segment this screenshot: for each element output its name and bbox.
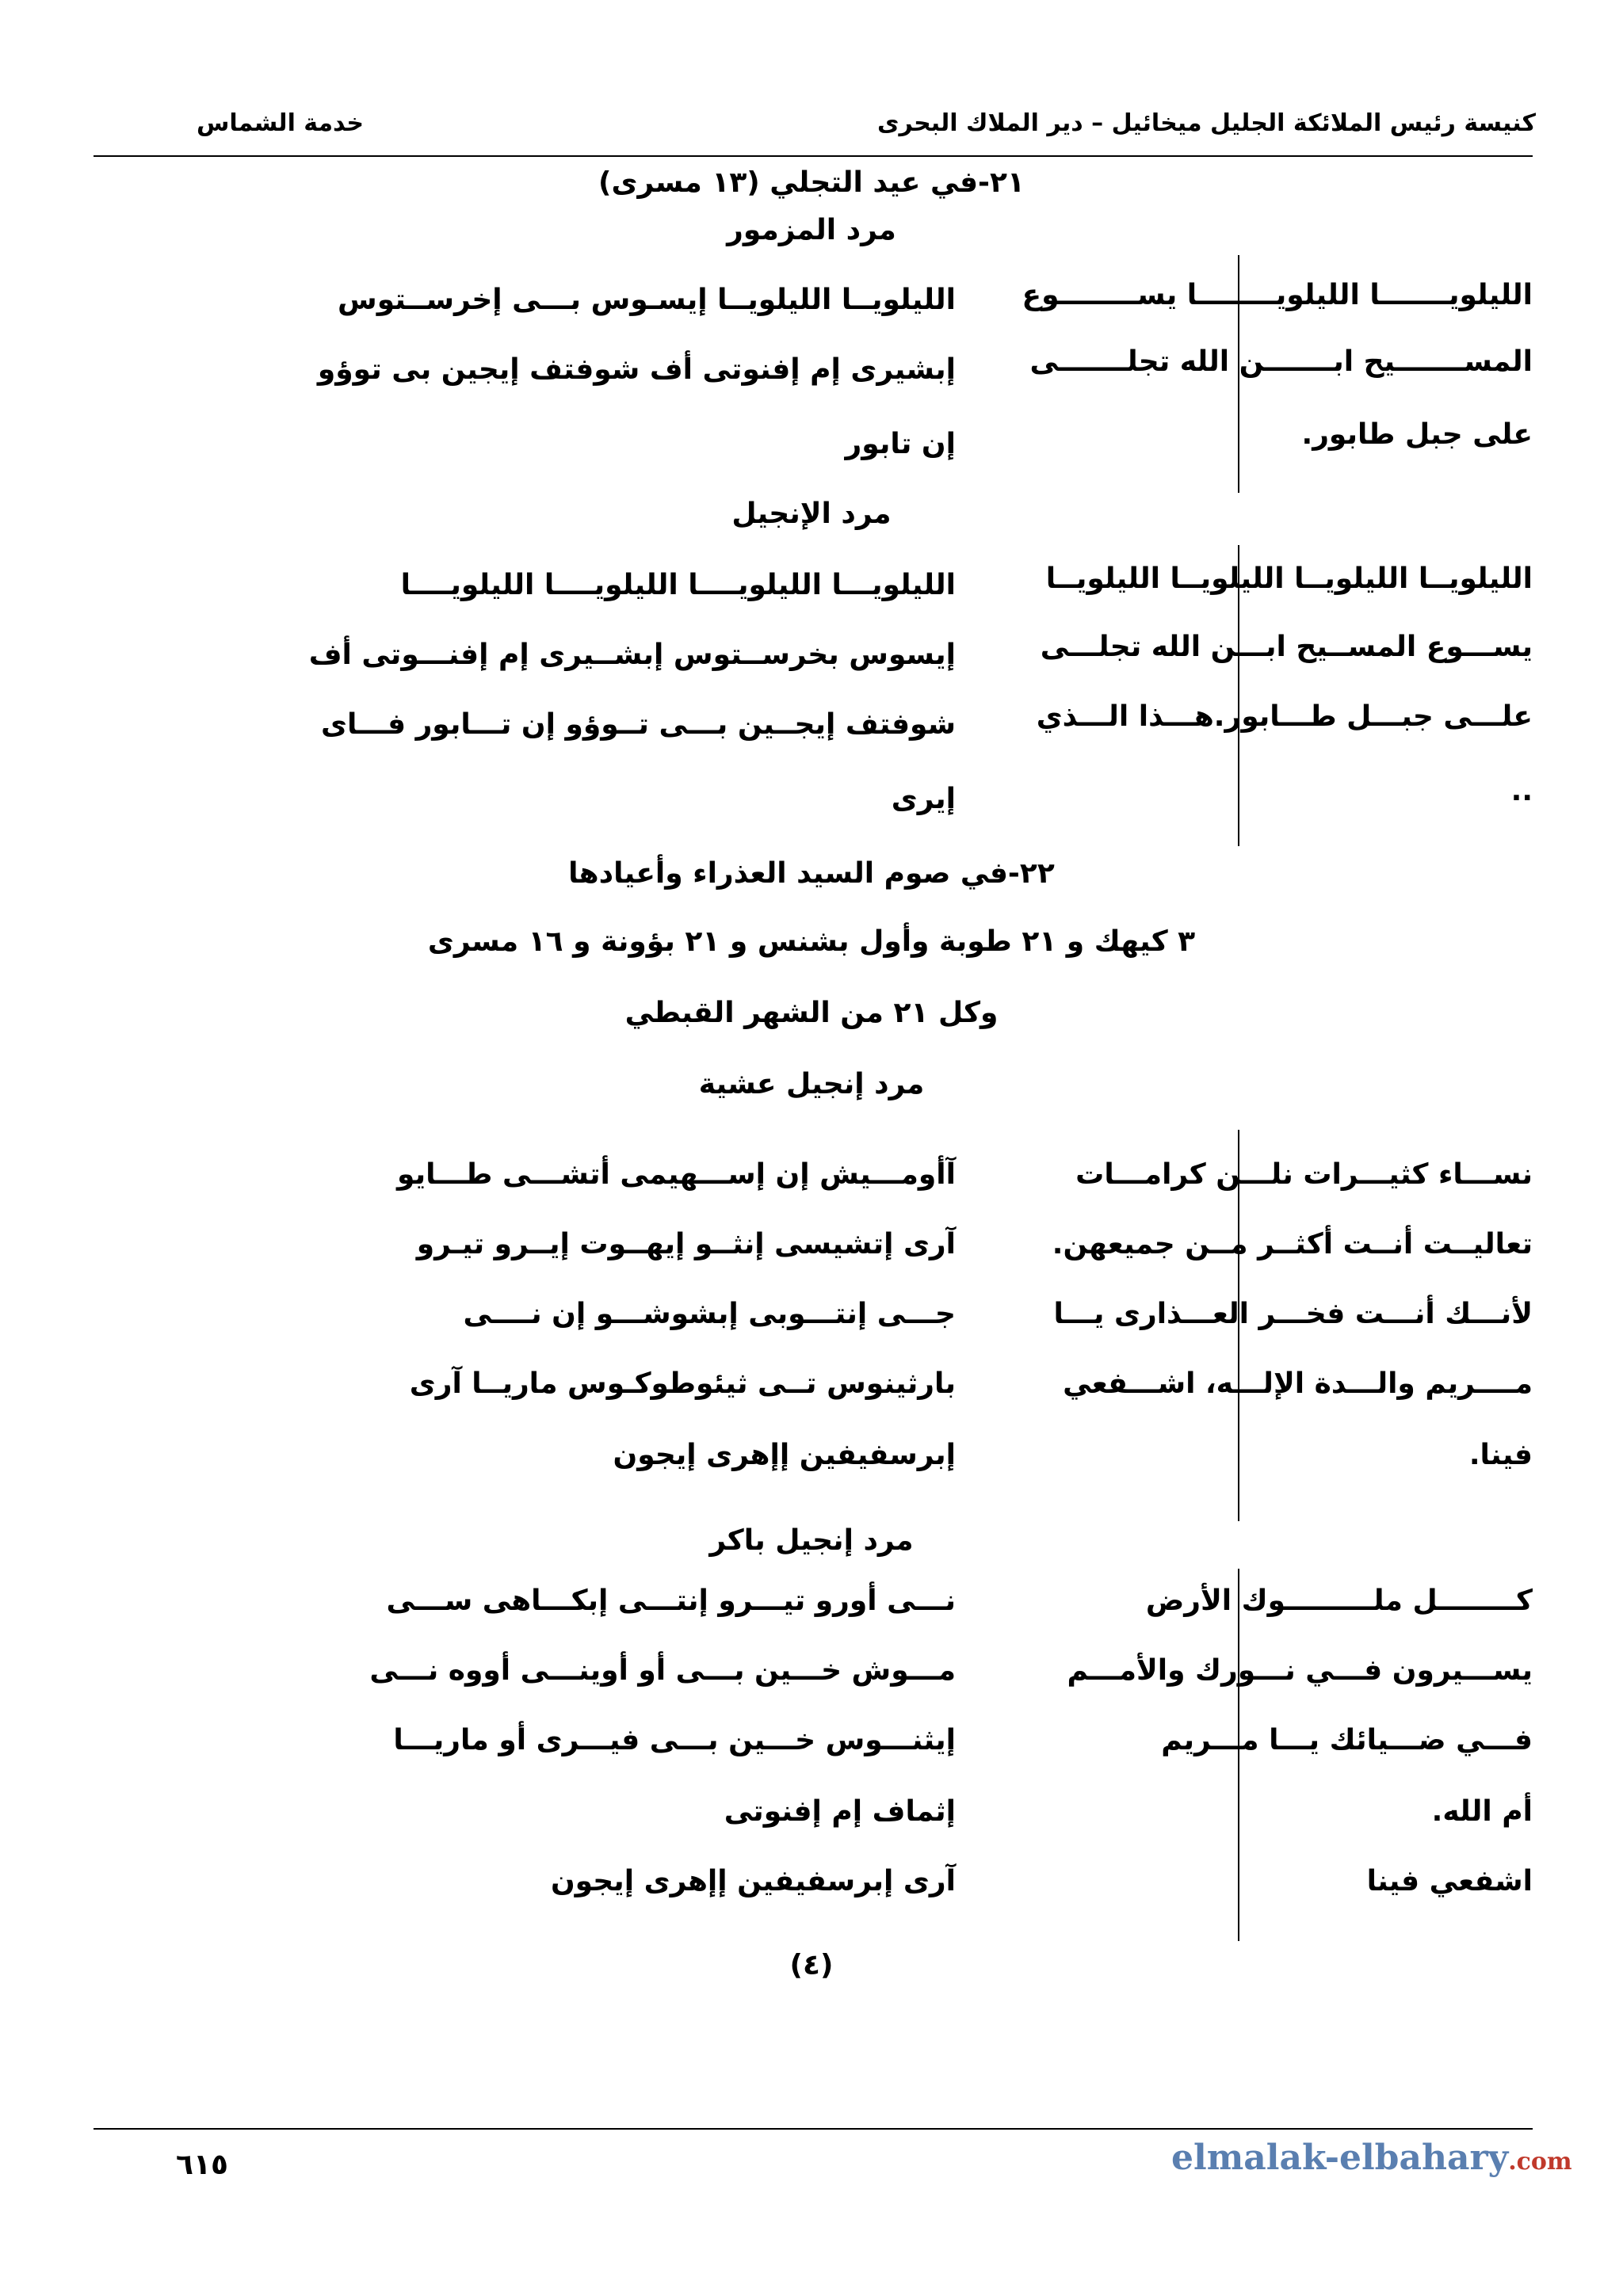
logo-tld-text: .com xyxy=(1508,2148,1572,2176)
footer-rule xyxy=(94,2128,1533,2130)
arabic-line: مــــريم والـــدة الإلـــه، اشـــفعي xyxy=(1063,1367,1533,1400)
arabic-line: أم الله. xyxy=(1431,1795,1533,1828)
arabic-line: الليلويـــــــا الليلويــــــــا يســــــــوع xyxy=(1022,279,1533,311)
coptic-line: إيرى xyxy=(891,783,956,815)
arabic-line: المســـــــيح ابـــــــن الله تجلـــــــى xyxy=(1029,345,1533,378)
coptic-line: الليلويـــا الليلويــــا الليلويــــا الليلويــــا xyxy=(400,569,956,601)
arabic-line: نســـاء كثيـــرات نلـــن كرامـــات xyxy=(1075,1158,1533,1191)
matins-gospel-response-title: مرد إنجيل باكر xyxy=(709,1524,914,1557)
coptic-line: جـــى إنتـــوبى إبشوشـــو إن نــــى xyxy=(463,1298,956,1330)
table-matins-gospel-response xyxy=(269,1569,1533,1941)
coptic-line: شوفتف إيجــين بـــى تــوؤو إن تـــابور فـــاى xyxy=(321,708,956,741)
arabic-line: فـــي ضـــيائك يـــا مـــريم xyxy=(1161,1724,1533,1756)
arabic-line: .. xyxy=(1510,775,1533,807)
coptic-line: آرى إتشيسى إنثــو إيهــوت إيــرو تيـرو xyxy=(416,1228,956,1261)
coptic-line: آأومـــيش إن إســـهيمى أتشـــى طـــايو xyxy=(397,1158,956,1191)
page-number: ٦١٥ xyxy=(176,2149,228,2181)
feast-dates: ٣ كيهك و ٢١ طوبة وأول بشنس و ٢١ بؤونة و ١٦ مسرى xyxy=(427,925,1196,958)
gospel-response-title: مرد الإنجيل xyxy=(731,498,892,530)
arabic-line: على جبل طابور. xyxy=(1301,418,1533,451)
arabic-line: فينا. xyxy=(1468,1439,1533,1471)
header-service-title: خدمة الشماس xyxy=(197,109,365,137)
coptic-line: آرى إبرسفيفين إإهرى إيجون xyxy=(550,1865,956,1897)
psalm-response-title: مرد المزمور xyxy=(727,214,896,246)
site-logo[interactable] xyxy=(1171,2138,1572,2178)
section-21-title: ٢١-في عيد التجلي (١٣ مسرى) xyxy=(598,166,1025,199)
coptic-line: إثماف إم إفنوتى xyxy=(724,1795,956,1828)
arabic-line: يســـوع المســيح ابـــن الله تجلـــى xyxy=(1040,631,1533,663)
monthly-feast: وكل ٢١ من الشهر القبطي xyxy=(624,997,999,1029)
coptic-line: إبشيرى إم إفنوتى أف شوفتف إيجين بى توؤو xyxy=(317,353,956,386)
section-22-title: ٢٢-في صوم السيد العذراء وأعيادها xyxy=(568,857,1055,890)
arabic-line: تعاليــت أنــت أكثــر مــن جميعهن. xyxy=(1052,1228,1533,1261)
coptic-line: إيثنـــوس خـــين بـــى فيـــرى أو ماريـــا xyxy=(393,1724,956,1756)
table-vespers-gospel-response xyxy=(269,1130,1533,1521)
table-gospel-response xyxy=(269,545,1533,846)
arabic-line: علـــى جبـــل طـــابور.هـــذا الـــذي xyxy=(1036,700,1533,733)
coptic-line: إن تابور xyxy=(845,428,956,460)
logo-main-text: elmalak-elbahary xyxy=(1171,2138,1509,2178)
coptic-line: إبرسفيفين إإهرى إيجون xyxy=(613,1439,956,1471)
coptic-line: الليلويــا الليلويــا إيسـوس بـــى إخرســتوس xyxy=(338,284,956,316)
arabic-line: يســـيرون فـــي نـــورك والأمـــم xyxy=(1067,1654,1533,1687)
header-rule xyxy=(94,155,1533,157)
arabic-line: لأنـــك أنـــت فخـــر العـــذارى يـــا xyxy=(1053,1298,1533,1330)
vespers-gospel-response-title: مرد إنجيل عشية xyxy=(698,1068,925,1100)
coptic-line: بارثينوس تــى ثيئوطوكـوس ماريــا آرى xyxy=(409,1367,956,1400)
arabic-line: اشفعي فينا xyxy=(1366,1865,1533,1897)
coptic-line: نـــى أورو تيـــرو إنتـــى إبكـــاهى ســـى xyxy=(386,1585,956,1617)
table-psalm-response xyxy=(269,255,1533,493)
coptic-line: مـــوش خـــين بـــى أو أوينـــى أووه نـــى xyxy=(369,1654,956,1687)
header-church-name: كنيسة رئيس الملائكة الجليل ميخائيل – دير الملاك البحرى xyxy=(876,109,1536,137)
coptic-line: إيسوس بخرســتوس إبشــيرى إم إفنـــوتى أف xyxy=(308,639,956,671)
arabic-line: الليلويــا الليلويــا الليلويــا الليلويــا xyxy=(1045,563,1533,595)
arabic-line: كــــــــل ملـــــــــوك الأرض xyxy=(1145,1585,1533,1617)
section-page-marker: (٤) xyxy=(789,1949,834,1981)
